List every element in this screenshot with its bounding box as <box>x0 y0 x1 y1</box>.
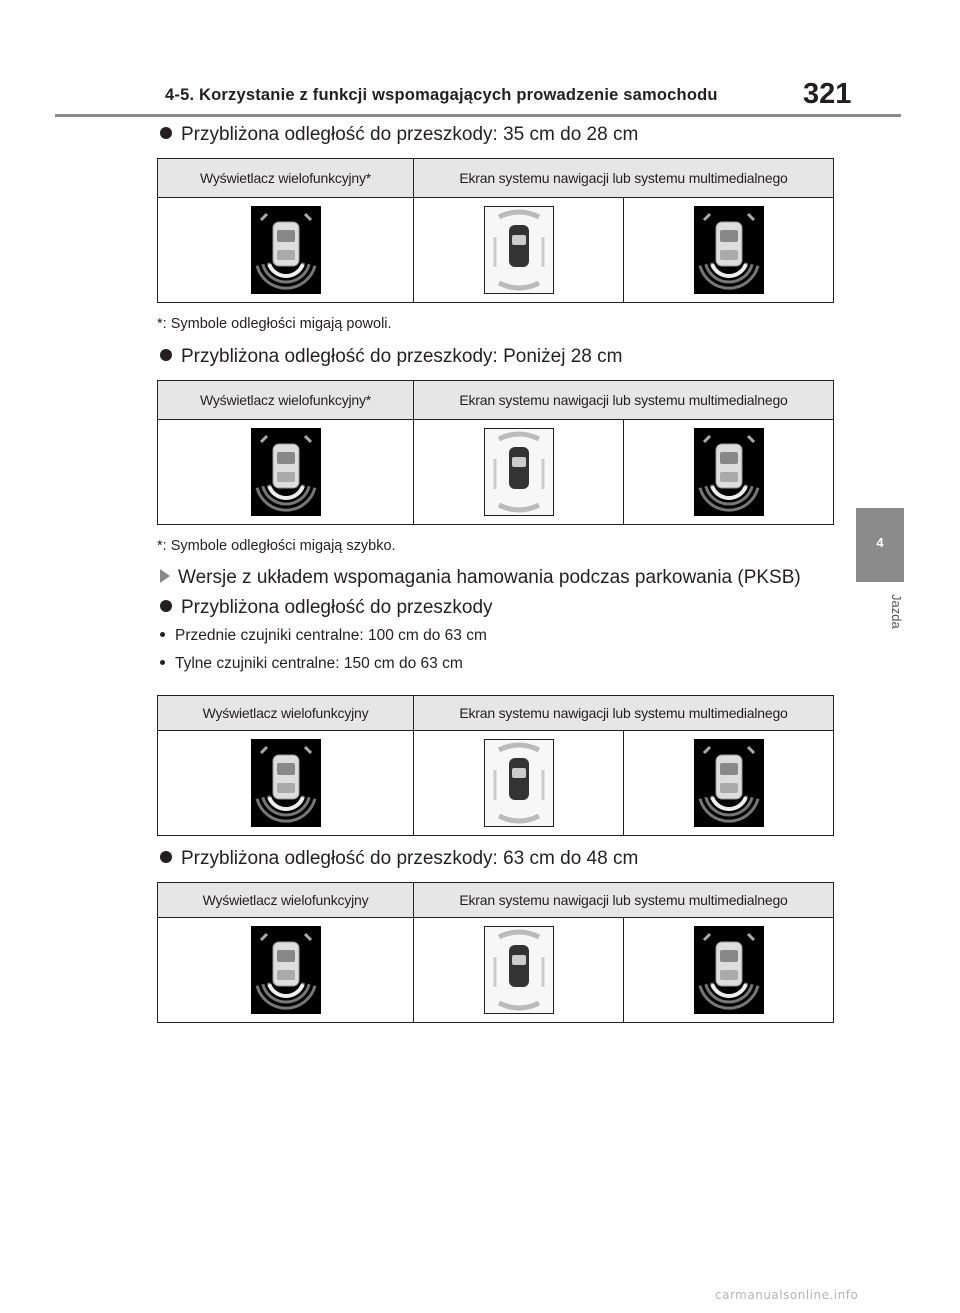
car-display-icon <box>251 206 321 294</box>
section-title: 4-5. Korzystanie z funkcji wspomagających prowadzenie samochodu <box>165 86 718 104</box>
list-item: Przednie czujniki centralne: 100 cm do 63 cm <box>160 627 487 645</box>
col-header-multi: Wyświetlacz wielofunkcyjny* <box>158 381 414 420</box>
car-multimedia-display-icon <box>694 428 764 516</box>
car-multimedia-display-icon <box>694 926 764 1014</box>
bullet-icon <box>160 851 172 863</box>
pksb-heading: Wersje z układem wspomagania hamowania podczas parkowania (PKSB) <box>160 567 801 589</box>
small-bullet-icon <box>160 632 165 637</box>
display-table <box>157 158 834 303</box>
col-header-nav: Ekran systemu nawigacji lub systemu multimedialnego <box>414 381 834 420</box>
col-header-nav: Ekran systemu nawigacji lub systemu multimedialnego <box>414 696 834 731</box>
bullet-icon <box>160 600 172 612</box>
small-bullet-icon <box>160 660 165 665</box>
car-display-icon <box>251 739 321 827</box>
car-multimedia-display-icon <box>694 739 764 827</box>
car-display-icon <box>251 926 321 1014</box>
watermark: carmanualsonline.info <box>715 1288 859 1302</box>
col-header-multi: Wyświetlacz wielofunkcyjny <box>158 883 414 918</box>
display-table <box>157 380 834 525</box>
col-header-multi: Wyświetlacz wielofunkcyjny* <box>158 159 414 198</box>
chapter-tab <box>856 508 904 582</box>
section-heading: Przybliżona odległość do przeszkody: 63 cm do 48 cm <box>160 848 638 870</box>
page-number: 321 <box>803 78 852 110</box>
page-header <box>55 78 901 114</box>
list-item: Tylne czujniki centralne: 150 cm do 63 cm <box>160 655 463 673</box>
display-table <box>157 882 834 1023</box>
col-header-multi: Wyświetlacz wielofunkcyjny <box>158 696 414 731</box>
chapter-label: Jazda <box>889 594 904 629</box>
section-heading: Przybliżona odległość do przeszkody <box>160 597 493 619</box>
car-nav-screen-icon <box>484 926 554 1014</box>
footnote: *: Symbole odległości migają szybko. <box>157 538 396 554</box>
col-header-nav: Ekran systemu nawigacji lub systemu multimedialnego <box>414 883 834 918</box>
car-nav-screen-icon <box>484 739 554 827</box>
car-nav-screen-icon <box>484 206 554 294</box>
bullet-icon <box>160 127 172 139</box>
car-display-icon <box>251 428 321 516</box>
chapter-number: 4 <box>876 535 884 550</box>
footnote: *: Symbole odległości migają powoli. <box>157 316 392 332</box>
car-nav-screen-icon <box>484 428 554 516</box>
display-table <box>157 695 834 836</box>
section-heading: Przybliżona odległość do przeszkody: 35 cm do 28 cm <box>160 124 638 146</box>
col-header-nav: Ekran systemu nawigacji lub systemu multimedialnego <box>414 159 834 198</box>
arrow-icon <box>160 569 170 583</box>
car-multimedia-display-icon <box>694 206 764 294</box>
header-rule <box>55 114 901 117</box>
bullet-icon <box>160 349 172 361</box>
section-heading: Przybliżona odległość do przeszkody: Poniżej 28 cm <box>160 346 622 368</box>
